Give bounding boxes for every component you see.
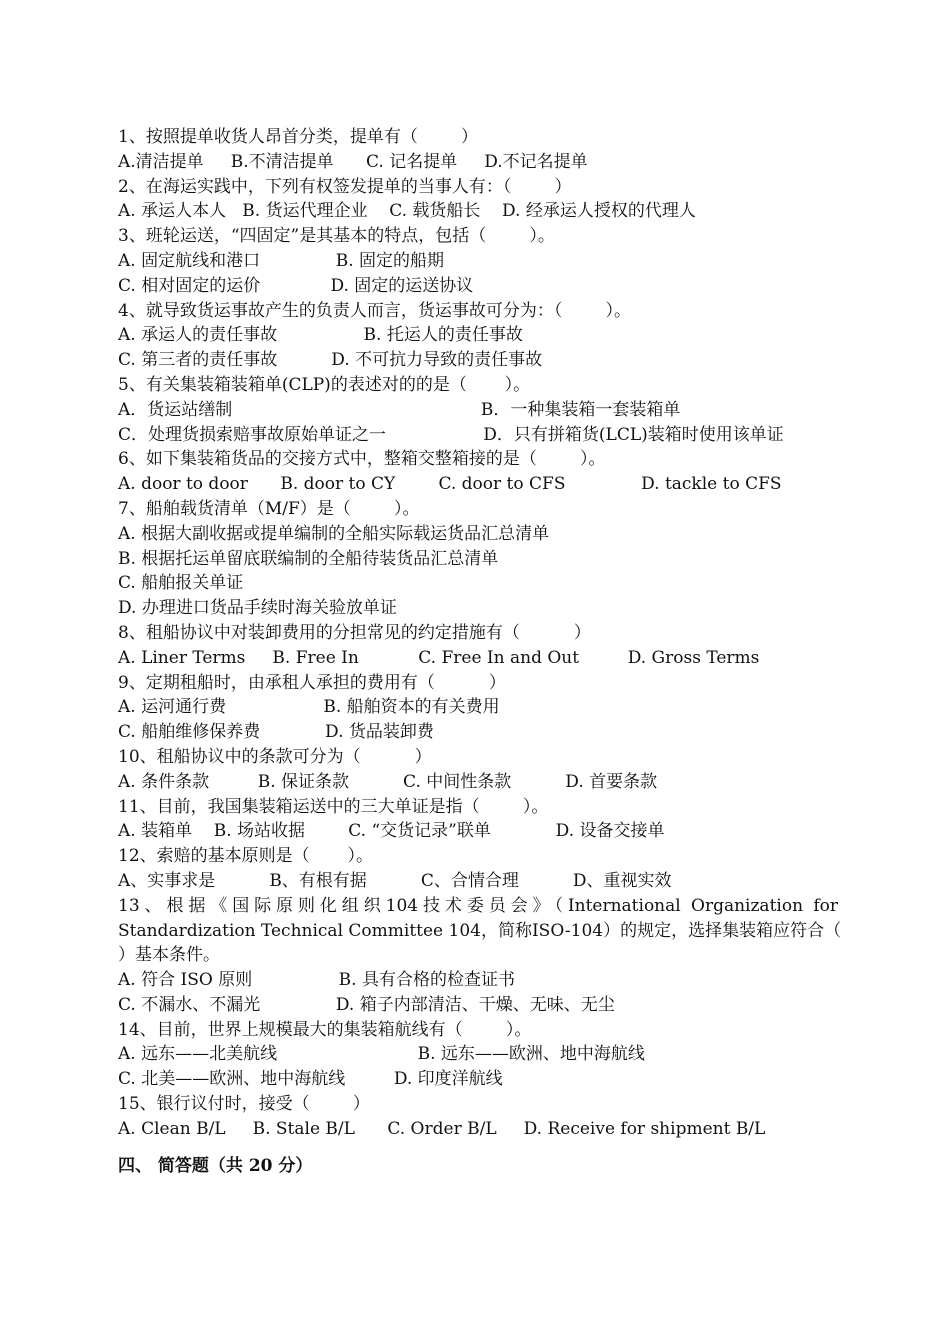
option-line: A. 根据大副收据或提单编制的全船实际载运货品汇总清单 [118, 523, 550, 544]
option-line: C. 船舶维修保养费 D. 货品装卸费 [118, 722, 434, 743]
question-stem: 4、就导致货运事故产生的负责人而言，货运事故可分为：（ ）。 [118, 300, 632, 321]
option-line: C. 不漏水、不漏光 D. 箱子内部清洁、干燥、无味、无尘 [118, 994, 615, 1015]
option-line: A. 符合 ISO 原则 B. 具有合格的检查证书 [118, 970, 515, 991]
option-line: C. 北美——欧洲、地中海航线 D. 印度洋航线 [118, 1069, 503, 1090]
option-line: A. door to door B. door to CY C. door to CFS D. tackle to CFS [118, 474, 782, 495]
option-line: A. 条件条款 B. 保证条款 C. 中间性条款 D. 首要条款 [118, 771, 658, 792]
option-line: ）基本条件。 [118, 945, 220, 966]
question-stem: 13、根据《国际原则化组织104技术委员会》（International Organization for [118, 895, 838, 916]
question-stem: 2、在海运实践中，下列有权签发提单的当事人有：（ ） [118, 176, 572, 197]
option-line: C. 相对固定的运价 D. 固定的运送协议 [118, 275, 474, 296]
question-stem: 15、银行议付时，接受（ ） [118, 1094, 370, 1115]
option-line: A. 承运人本人 B. 货运代理企业 C. 载货船长 D. 经承运人授权的代理人 [118, 201, 696, 222]
option-line: B. 根据托运单留底联编制的全船待装货品汇总清单 [118, 548, 499, 569]
option-line: A. 装箱单 B. 场站收据 C. “交货记录”联单 D. 设备交接单 [118, 821, 665, 842]
option-line: A、实事求是 B、有根有据 C、合情合理 D、重视实效 [118, 870, 672, 891]
option-line: C. 船舶报关单证 [118, 573, 244, 594]
question-stem: 7、船舶载货清单（M/F）是（ ）。 [118, 498, 420, 519]
option-line: A．货运站缮制 B．一种集装箱一套装箱单 [118, 399, 681, 420]
question-stem: 1、按照提单收货人昂首分类，提单有（ ） [118, 127, 479, 147]
question-stem: 10、租船协议中的条款可分为（ ） [118, 746, 432, 767]
question-stem: 3、班轮运送，“四固定”是其基本的特点，包括（ ）。 [118, 226, 555, 247]
option-line: A. 远东——北美航线 B. 远东——欧洲、地中海航线 [118, 1044, 645, 1065]
section-heading: 四、 简答题（共 20 分） [118, 1155, 313, 1176]
section-gap [118, 1142, 838, 1154]
option-line: C．处理货损索赔事故原始单证之一 D．只有拼箱货(LCL)装箱时使用该单证 [118, 424, 784, 445]
option-line: D. 办理进口货品手续时海关验放单证 [118, 598, 397, 619]
question-stem: 12、索赔的基本原则是（ ）。 [118, 846, 373, 867]
option-line: A. 承运人的责任事故 B. 托运人的责任事故 [118, 325, 523, 346]
option-line: A.清洁提单 B.不清洁提单 C. 记名提单 D.不记名提单 [118, 151, 588, 172]
option-line: Standardization Technical Committee 104，简称ISO-104）的规定，选择集装箱应符合（ [118, 920, 842, 941]
option-line: A. 固定航线和港口 B. 固定的船期 [118, 250, 445, 271]
question-stem: 5、有关集装箱装箱单(CLP)的表述对的的是（ ）。 [118, 374, 531, 395]
question-list [118, 125, 842, 1178]
question-stem: 14、目前，世界上规模最大的集装箱航线有（ ）。 [118, 1019, 532, 1040]
question-stem: 11、目前，我国集装箱运送中的三大单证是指（ ）。 [118, 796, 549, 817]
question-stem: 8、租船协议中对装卸费用的分担常见的约定措施有（ ） [118, 622, 591, 643]
option-line: A. Clean B/L B. Stale B/L C. Order B/L D. Receive for shipment B/L [118, 1118, 766, 1139]
option-line: A. 运河通行费 B. 船舶资本的有关费用 [118, 697, 500, 718]
option-line: C. 第三者的责任事故 D. 不可抗力导致的责任事故 [118, 350, 543, 371]
question-stem: 9、定期租船时，由承租人承担的费用有（ ） [118, 672, 506, 693]
question-stem: 6、如下集装箱货品的交接方式中，整箱交整箱接的是（ ）。 [118, 449, 606, 470]
option-line: A. Liner Terms B. Free In C. Free In and Out D. Gross Terms [118, 647, 760, 668]
